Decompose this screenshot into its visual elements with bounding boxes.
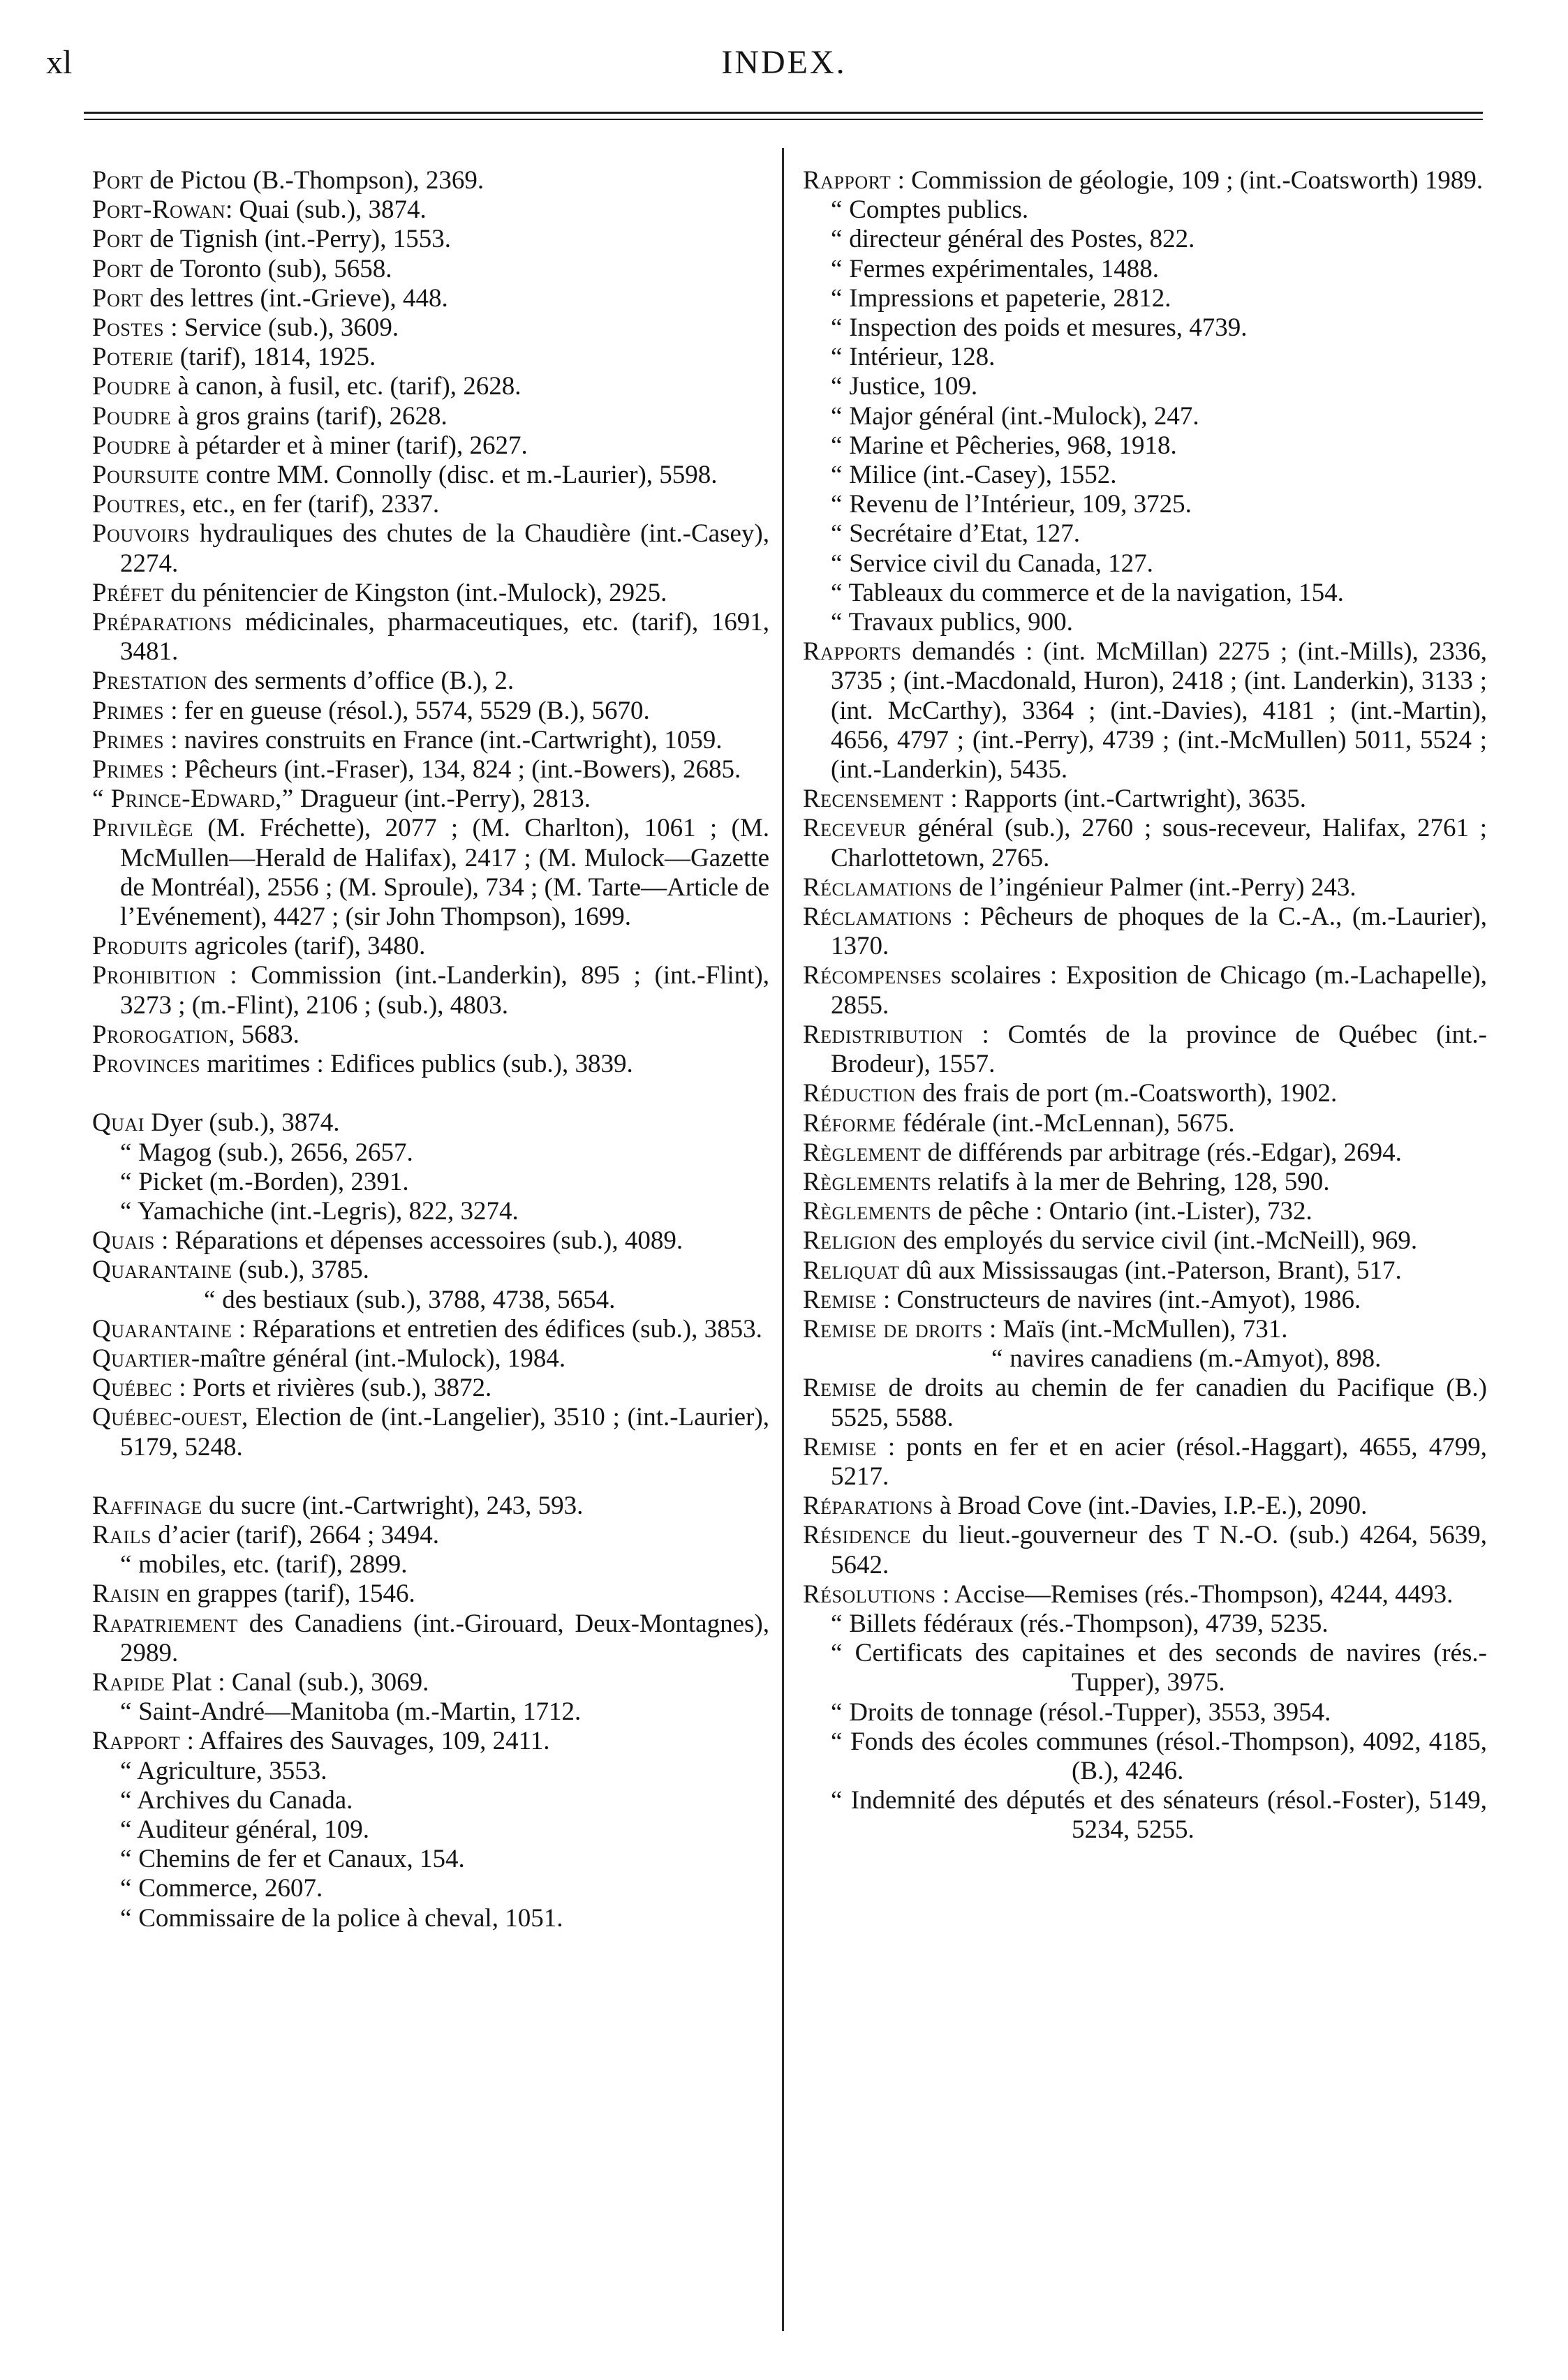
entry-text: hydrauliques des chutes de la Chaudière (int.-Casey), 2274. — [120, 519, 769, 578]
entry-text: : Comtés de la province de Québec (int.-Brodeur), 1557. — [831, 1020, 1487, 1079]
entry-heading: Port — [92, 283, 144, 313]
entry-heading: Port — [92, 225, 144, 254]
entry-heading: Quarantaine — [92, 1256, 232, 1285]
entry-text: des frais de port (m.-Coatsworth), 1902. — [916, 1079, 1338, 1108]
entry-heading: “ Prince-Edward,” — [92, 784, 294, 814]
entry-text: : Réparations et dépenses accessoires (sub.), 4089. — [154, 1226, 683, 1256]
entry-text: navires canadiens (m.-Amyot), 898. — [1003, 1344, 1382, 1374]
entry-text: Picket (m.-Borden), 2391. — [131, 1167, 409, 1196]
index-entry — [803, 873, 1487, 902]
entry-text: : navires construits en France (int.-Cartwright), 1059. — [164, 725, 723, 754]
index-entry — [92, 1727, 769, 1756]
entry-heading: “ — [120, 1903, 132, 1933]
entry-heading: Règlement — [803, 1138, 922, 1167]
index-entry — [803, 431, 1487, 461]
index-entry — [92, 726, 769, 755]
index-entry — [92, 402, 769, 431]
entry-heading: Quartier — [92, 1344, 191, 1373]
index-entry — [92, 1904, 769, 1933]
entry-heading: “ — [831, 1786, 843, 1815]
entry-heading: “ — [831, 519, 843, 549]
entry-heading: Religion — [803, 1226, 897, 1256]
index-entry — [803, 1492, 1487, 1521]
entry-heading: Préfet — [92, 578, 165, 607]
entry-heading: Receveur — [803, 814, 907, 843]
entry-text: Plat : Canal (sub.), 3069. — [165, 1667, 429, 1697]
entry-text: de pêche : Ontario (int.-Lister), 732. — [931, 1197, 1312, 1226]
entry-text: Magog (sub.), 2656, 2657. — [131, 1138, 413, 1167]
index-entry — [92, 1757, 769, 1786]
section-gap — [92, 1462, 769, 1492]
entry-heading: Remise de droits — [803, 1314, 983, 1344]
entry-text: à canon, à fusil, etc. (tarif), 2628. — [171, 372, 522, 401]
index-entry — [803, 166, 1487, 195]
entry-heading: Québec-ouest — [92, 1403, 242, 1432]
index-entry — [92, 784, 769, 814]
entry-heading: Préparations — [92, 608, 232, 637]
entry-heading: “ — [120, 1167, 132, 1196]
index-entry — [92, 1020, 769, 1050]
index-entry — [803, 1344, 1487, 1374]
index-entry — [92, 579, 769, 608]
entry-heading: “ — [831, 283, 843, 313]
entry-text: Archives du Canada. — [131, 1785, 353, 1815]
entry-text: directeur général des Postes, 822. — [842, 225, 1195, 254]
index-entry — [92, 372, 769, 401]
entry-heading: Rapport — [92, 1727, 181, 1756]
index-entry — [803, 814, 1487, 872]
entry-heading: Récompenses — [803, 961, 942, 990]
entry-heading: “ — [831, 608, 843, 637]
index-entry — [92, 1579, 769, 1609]
entry-heading: “ — [831, 225, 843, 254]
entry-heading: “ — [120, 1845, 132, 1874]
entry-text: agricoles (tarif), 3480. — [188, 932, 426, 961]
index-entry — [803, 1521, 1487, 1579]
index-entry — [803, 1109, 1487, 1138]
index-entry — [92, 755, 769, 784]
entry-text: Chemins de fer et Canaux, 154. — [131, 1845, 465, 1874]
entry-text: mobiles, etc. (tarif), 2899. — [131, 1550, 408, 1579]
entry-heading: Raisin — [92, 1579, 161, 1609]
entry-text: -maître général (int.-Mulock), 1984. — [191, 1344, 566, 1373]
entry-heading: Quais — [92, 1226, 155, 1256]
index-entry — [92, 667, 769, 696]
entry-heading: “ — [120, 1815, 132, 1844]
index-entry — [803, 1698, 1487, 1727]
entry-heading: “ — [831, 313, 843, 343]
entry-text: : Quai (sub.), 3874. — [225, 195, 427, 225]
entry-text: Marine et Pêcheries, 968, 1918. — [842, 431, 1177, 460]
entry-text: Intérieur, 128. — [842, 343, 996, 372]
entry-text: Agriculture, 3553. — [131, 1756, 327, 1785]
index-entry — [92, 490, 769, 519]
entry-heading: Résidence — [803, 1521, 911, 1550]
index-entry — [803, 461, 1487, 490]
index-entry — [92, 1197, 769, 1226]
entry-text: de l’ingénieur Palmer (int.-Perry) 243. — [952, 872, 1356, 902]
entry-heading: Remise — [803, 1285, 877, 1314]
entry-heading: “ — [120, 1697, 132, 1727]
index-entry — [803, 608, 1487, 637]
entry-text: scolaires : Exposition de Chicago (m.-Lachapelle), 2855. — [831, 961, 1487, 1020]
entry-text: Saint-André—Manitoba (m.-Martin, 1712. — [131, 1697, 582, 1727]
index-entry — [803, 1256, 1487, 1286]
entry-heading: Poutres — [92, 490, 180, 519]
index-entry — [92, 225, 769, 254]
entry-text: Justice, 109. — [842, 372, 978, 401]
index-entry — [92, 961, 769, 1020]
index-entry — [92, 1874, 769, 1903]
index-entry — [92, 1256, 769, 1285]
entry-text: : Rapports (int.-Cartwright), 3635. — [944, 784, 1307, 814]
entry-heading: Primes — [92, 725, 165, 754]
entry-heading: Postes — [92, 313, 165, 343]
entry-heading: Réclamations — [803, 902, 953, 932]
entry-text: Impressions et papeterie, 2812. — [842, 283, 1171, 313]
entry-heading: Prestation — [92, 667, 208, 696]
index-entry — [803, 1315, 1487, 1344]
index-entry — [92, 255, 769, 284]
index-entry — [92, 195, 769, 225]
entry-text: de Pictou (B.-Thompson), 2369. — [143, 166, 485, 195]
entry-heading: “ — [831, 195, 843, 225]
entry-heading: Poudre — [92, 372, 172, 401]
index-entry — [803, 313, 1487, 343]
entry-text: Indemnité des députés et des sénateurs (résol.-Foster), 5149, 5234, 5255. — [842, 1786, 1487, 1845]
entry-text: Billets fédéraux (rés.-Thompson), 4739, 5235. — [842, 1609, 1329, 1638]
entry-heading: “ — [991, 1344, 1003, 1374]
index-entry — [803, 961, 1487, 1020]
entry-heading: Remise — [803, 1432, 877, 1462]
entry-heading: Résolutions — [803, 1579, 936, 1609]
entry-text: Travaux publics, 900. — [842, 608, 1073, 637]
index-entry — [92, 1786, 769, 1815]
entry-heading: Rapport — [803, 166, 892, 195]
index-entry — [92, 1108, 769, 1138]
entry-text: Droits de tonnage (résol.-Tupper), 3553, 3954. — [842, 1697, 1331, 1727]
entry-heading: “ — [831, 343, 843, 372]
entry-heading: Quai — [92, 1108, 145, 1138]
entry-heading: “ — [831, 461, 843, 490]
entry-heading: “ — [831, 549, 843, 578]
entry-heading: Rapatriement — [92, 1609, 238, 1638]
entry-text: (sub.), 3785. — [232, 1256, 369, 1285]
entry-text: d’acier (tarif), 2664 ; 3494. — [151, 1520, 439, 1549]
entry-text: Yamachiche (int.-Legris), 822, 3274. — [131, 1196, 519, 1226]
index-entry — [803, 1079, 1487, 1108]
entry-heading: Provinces — [92, 1050, 201, 1079]
entry-heading: Réduction — [803, 1079, 917, 1108]
entry-text: du lieut.-gouverneur des T N.-O. (sub.) 4264, 5639, 5642. — [831, 1521, 1487, 1579]
entry-heading: “ — [831, 578, 843, 607]
entry-text: du pénitencier de Kingston (int.-Mulock), 2925. — [164, 578, 667, 607]
entry-text: contre MM. Connolly (disc. et m.-Laurier), 5598. — [199, 461, 718, 490]
entry-text: dû aux Mississaugas (int.-Paterson, Brant), 517. — [899, 1256, 1402, 1285]
index-entry — [803, 549, 1487, 579]
running-head: INDEX. — [721, 44, 847, 81]
entry-text: (tarif), 1814, 1925. — [173, 343, 376, 372]
entry-text: Commissaire de la police à cheval, 1051. — [131, 1903, 563, 1933]
index-entry — [92, 814, 769, 932]
entry-heading: Réforme — [803, 1108, 896, 1138]
entry-heading: Règlements — [803, 1167, 932, 1196]
entry-heading: Privilège — [92, 814, 193, 843]
entry-text: : Accise—Remises (rés.-Thompson), 4244, 4493. — [935, 1579, 1454, 1609]
entry-heading: Prorogation — [92, 1020, 229, 1049]
entry-text: à gros grains (tarif), 2628. — [171, 401, 448, 431]
index-entry — [803, 1374, 1487, 1432]
left-column — [92, 166, 769, 1933]
index-entry — [803, 225, 1487, 254]
entry-heading: “ — [831, 490, 843, 519]
entry-heading: “ — [831, 1727, 843, 1756]
entry-text: Dragueur (int.-Perry), 2813. — [293, 784, 591, 814]
column-divider — [782, 148, 784, 2331]
entry-text: : Service (sub.), 3609. — [164, 313, 399, 343]
entry-heading: “ — [120, 1550, 132, 1579]
index-entry — [92, 1845, 769, 1874]
index-entry — [92, 461, 769, 490]
index-entry — [92, 1521, 769, 1550]
entry-text: à Broad Cove (int.-Davies, I.P.-E.), 2090. — [933, 1492, 1368, 1521]
entry-heading: “ — [120, 1785, 132, 1815]
entry-text: Auditeur général, 109. — [131, 1815, 370, 1844]
index-entry — [92, 932, 769, 961]
entry-heading: “ — [831, 372, 843, 401]
entry-text: des bestiaux (sub.), 3788, 4738, 5654. — [215, 1285, 616, 1314]
index-entry — [92, 1550, 769, 1579]
index-entry — [92, 1138, 769, 1168]
entry-heading: “ — [831, 1639, 843, 1668]
entry-heading: Rapports — [803, 637, 902, 667]
page-number: xl — [46, 44, 73, 81]
entry-text: du sucre (int.-Cartwright), 243, 593. — [202, 1491, 584, 1520]
entry-text: de Tignish (int.-Perry), 1553. — [143, 225, 451, 254]
entry-heading: Rapide — [92, 1667, 165, 1697]
entry-text: : Constructeurs de navires (int.-Amyot), 1986. — [876, 1285, 1361, 1314]
entry-heading: Reliquat — [803, 1256, 900, 1285]
index-entry — [92, 1286, 769, 1315]
entry-heading: “ — [204, 1285, 216, 1314]
entry-heading: Règlements — [803, 1197, 932, 1226]
entry-heading: Prohibition — [92, 961, 216, 990]
index-entry — [92, 1668, 769, 1697]
entry-text: , Election de (int.-Langelier), 3510 ; (int.-Laurier), 5179, 5248. — [120, 1403, 769, 1462]
header-rule-bottom — [84, 119, 1483, 120]
index-entry — [803, 519, 1487, 549]
entry-text: : Réparations et entretien des édifices (sub.), 3853. — [232, 1314, 762, 1344]
entry-heading: Primes — [92, 755, 165, 784]
entry-heading: Remise — [803, 1374, 877, 1403]
entry-text: Dyer (sub.), 3874. — [144, 1108, 340, 1138]
entry-heading: “ — [120, 1874, 132, 1903]
entry-text: : ponts en fer et en acier (résol.-Haggart), 4655, 4799, 5217. — [831, 1432, 1487, 1491]
index-entry — [92, 1344, 769, 1374]
entry-text: des lettres (int.-Grieve), 448. — [143, 283, 448, 313]
index-entry — [92, 697, 769, 726]
entry-text: , etc., en fer (tarif), 2337. — [179, 490, 440, 519]
header-rule-top — [84, 112, 1483, 114]
entry-text: Fonds des écoles communes (résol.-Thompson), 4092, 4185, (B.), 4246. — [842, 1727, 1487, 1785]
entry-text: : Commission (int.-Landerkin), 895 ; (int.-Flint), 3273 ; (m.-Flint), 2106 ; (sub.), 4803. — [120, 961, 769, 1020]
entry-heading: “ — [831, 401, 843, 431]
index-entry — [803, 784, 1487, 814]
index-entry — [803, 1433, 1487, 1492]
index-entry — [803, 579, 1487, 608]
entry-heading: Québec — [92, 1374, 172, 1403]
entry-heading: Primes — [92, 696, 165, 725]
entry-heading: Port — [92, 254, 144, 283]
entry-text: Major général (int.-Mulock), 247. — [842, 401, 1199, 431]
index-entry — [92, 1492, 769, 1521]
entry-heading: Port — [92, 166, 144, 195]
index-entry — [92, 1050, 769, 1079]
entry-text: fédérale (int.-McLennan), 5675. — [896, 1108, 1235, 1138]
index-entry — [92, 1697, 769, 1727]
entry-heading: “ — [831, 1609, 843, 1638]
index-entry — [92, 1609, 769, 1668]
entry-heading: Réparations — [803, 1492, 933, 1521]
entry-heading: “ — [831, 1697, 843, 1727]
entry-heading: “ — [120, 1756, 132, 1785]
section-gap — [92, 1079, 769, 1108]
entry-heading: Poursuite — [92, 461, 200, 490]
entry-heading: Réclamations — [803, 872, 953, 902]
entry-heading: Quarantaine — [92, 1314, 232, 1344]
entry-heading: Rails — [92, 1520, 151, 1549]
entry-text: Service civil du Canada, 127. — [842, 549, 1153, 578]
index-entry — [803, 195, 1487, 225]
index-entry — [803, 372, 1487, 401]
index-entry — [92, 1315, 769, 1344]
entry-text: , 5683. — [228, 1020, 299, 1049]
index-entry — [803, 1226, 1487, 1256]
entry-heading: “ — [831, 431, 843, 460]
index-entry — [803, 1020, 1487, 1079]
entry-text: médicinales, pharmaceutiques, etc. (tarif), 1691, 3481. — [120, 608, 769, 667]
entry-text: de Toronto (sub), 5658. — [143, 254, 392, 283]
index-entry — [92, 313, 769, 343]
entry-text: : Affaires des Sauvages, 109, 2411. — [180, 1727, 550, 1756]
entry-text: : Commission de géologie, 109 ; (int.-Coatsworth) 1989. — [891, 166, 1484, 195]
entry-text: : Pêcheurs (int.-Fraser), 134, 824 ; (int.-Bowers), 2685. — [164, 755, 741, 784]
entry-heading: Poudre — [92, 401, 172, 431]
index-entry — [803, 1168, 1487, 1197]
entry-text: maritimes : Edifices publics (sub.), 3839. — [200, 1050, 633, 1079]
entry-text: Secrétaire d’Etat, 127. — [842, 519, 1080, 549]
index-entry — [803, 1580, 1487, 1609]
index-entry — [92, 431, 769, 461]
index-entry — [803, 1727, 1487, 1786]
index-entry — [803, 1197, 1487, 1226]
entry-text: des serments d’office (B.), 2. — [207, 667, 515, 696]
entry-text: demandés : (int. McMillan) 2275 ; (int.-Mills), 2336, 3735 ; (int.-Macdonald, Huron), 2418 ; (int. Landerkin), 3133 ; (int. McCarthy), 3364 ; (int.-Davies), 4181 ; (int.-Martin), 4656, 4797 ; (int.-Perry), 4739 ; (int.-McMullen) 5011, 5524 ; (int.-Landerkin), 5435. — [831, 637, 1487, 784]
entry-text: Milice (int.-Casey), 1552. — [842, 461, 1117, 490]
entry-heading: “ — [120, 1196, 132, 1226]
entry-heading: Raffinage — [92, 1491, 202, 1520]
entry-text: : Pêcheurs de phoques de la C.-A., (m.-Laurier), 1370. — [831, 902, 1487, 961]
entry-text: Commerce, 2607. — [131, 1874, 323, 1903]
right-column — [803, 166, 1487, 1845]
entry-text: Tableaux du commerce et de la navigation, 154. — [842, 578, 1344, 607]
index-entry — [92, 343, 769, 372]
entry-heading: Produits — [92, 932, 188, 961]
index-entry — [803, 1786, 1487, 1845]
entry-heading: “ — [120, 1138, 132, 1167]
entry-text: relatifs à la mer de Behring, 128, 590. — [931, 1167, 1330, 1196]
entry-text: à pétarder et à miner (tarif), 2627. — [171, 431, 528, 460]
entry-text: des Canadiens (int.-Girouard, Deux-Montagnes), 2989. — [120, 1609, 769, 1667]
entry-heading: Poudre — [92, 431, 172, 460]
index-entry — [803, 1286, 1487, 1315]
entry-text: Inspection des poids et mesures, 4739. — [842, 313, 1248, 343]
index-entry — [92, 1815, 769, 1845]
index-entry — [803, 1609, 1487, 1639]
index-entry — [92, 1226, 769, 1256]
index-entry — [803, 1639, 1487, 1697]
entry-text: de droits au chemin de fer canadien du Pacifique (B.) 5525, 5588. — [831, 1374, 1487, 1432]
index-entry — [803, 490, 1487, 519]
index-entry — [803, 902, 1487, 961]
index-entry — [92, 1374, 769, 1403]
entry-text: Fermes expérimentales, 1488. — [842, 254, 1160, 283]
entry-text: : Maïs (int.-McMullen), 731. — [982, 1314, 1288, 1344]
index-entry — [92, 608, 769, 667]
index-entry — [803, 402, 1487, 431]
entry-text: Certificats des capitaines et des seconds de navires (rés.-Tupper), 3975. — [842, 1639, 1487, 1697]
entry-heading: Redistribution — [803, 1020, 963, 1049]
index-entry — [803, 343, 1487, 372]
entry-text: : fer en gueuse (résol.), 5574, 5529 (B.), 5670. — [164, 696, 650, 725]
entry-text: des employés du service civil (int.-McNeill), 969. — [896, 1226, 1418, 1256]
index-entry — [92, 519, 769, 578]
index-entry — [92, 166, 769, 195]
entry-heading: Recensement — [803, 784, 945, 814]
entry-text: général (sub.), 2760 ; sous-receveur, Halifax, 2761 ; Charlottetown, 2765. — [831, 814, 1487, 872]
index-entry — [92, 284, 769, 313]
entry-text: (M. Fréchette), 2077 ; (M. Charlton), 1061 ; (M. McMullen—Herald de Halifax), 2417 ; (M. Mulock—Gazette de Montréal), 2556 ; (M. Sproule), 734 ; (M. Tarte—Article de l’Evénement), 4427 ; (sir John Thompson), 1699. — [120, 814, 769, 932]
entry-text: : Ports et rivières (sub.), 3872. — [172, 1374, 492, 1403]
entry-text: Comptes publics. — [842, 195, 1029, 225]
entry-heading: “ — [831, 254, 843, 283]
index-entry — [803, 255, 1487, 284]
index-entry — [803, 1138, 1487, 1168]
entry-text: en grappes (tarif), 1546. — [160, 1579, 415, 1609]
index-entry — [803, 284, 1487, 313]
entry-heading: Poterie — [92, 343, 174, 372]
entry-text: de différends par arbitrage (rés.-Edgar), 2694. — [921, 1138, 1402, 1167]
entry-heading: Pouvoirs — [92, 519, 191, 549]
index-entry — [92, 1403, 769, 1462]
entry-text: Revenu de l’Intérieur, 109, 3725. — [842, 490, 1192, 519]
index-entry — [92, 1168, 769, 1197]
entry-heading: Port-Rowan — [92, 195, 226, 225]
index-entry — [803, 637, 1487, 784]
